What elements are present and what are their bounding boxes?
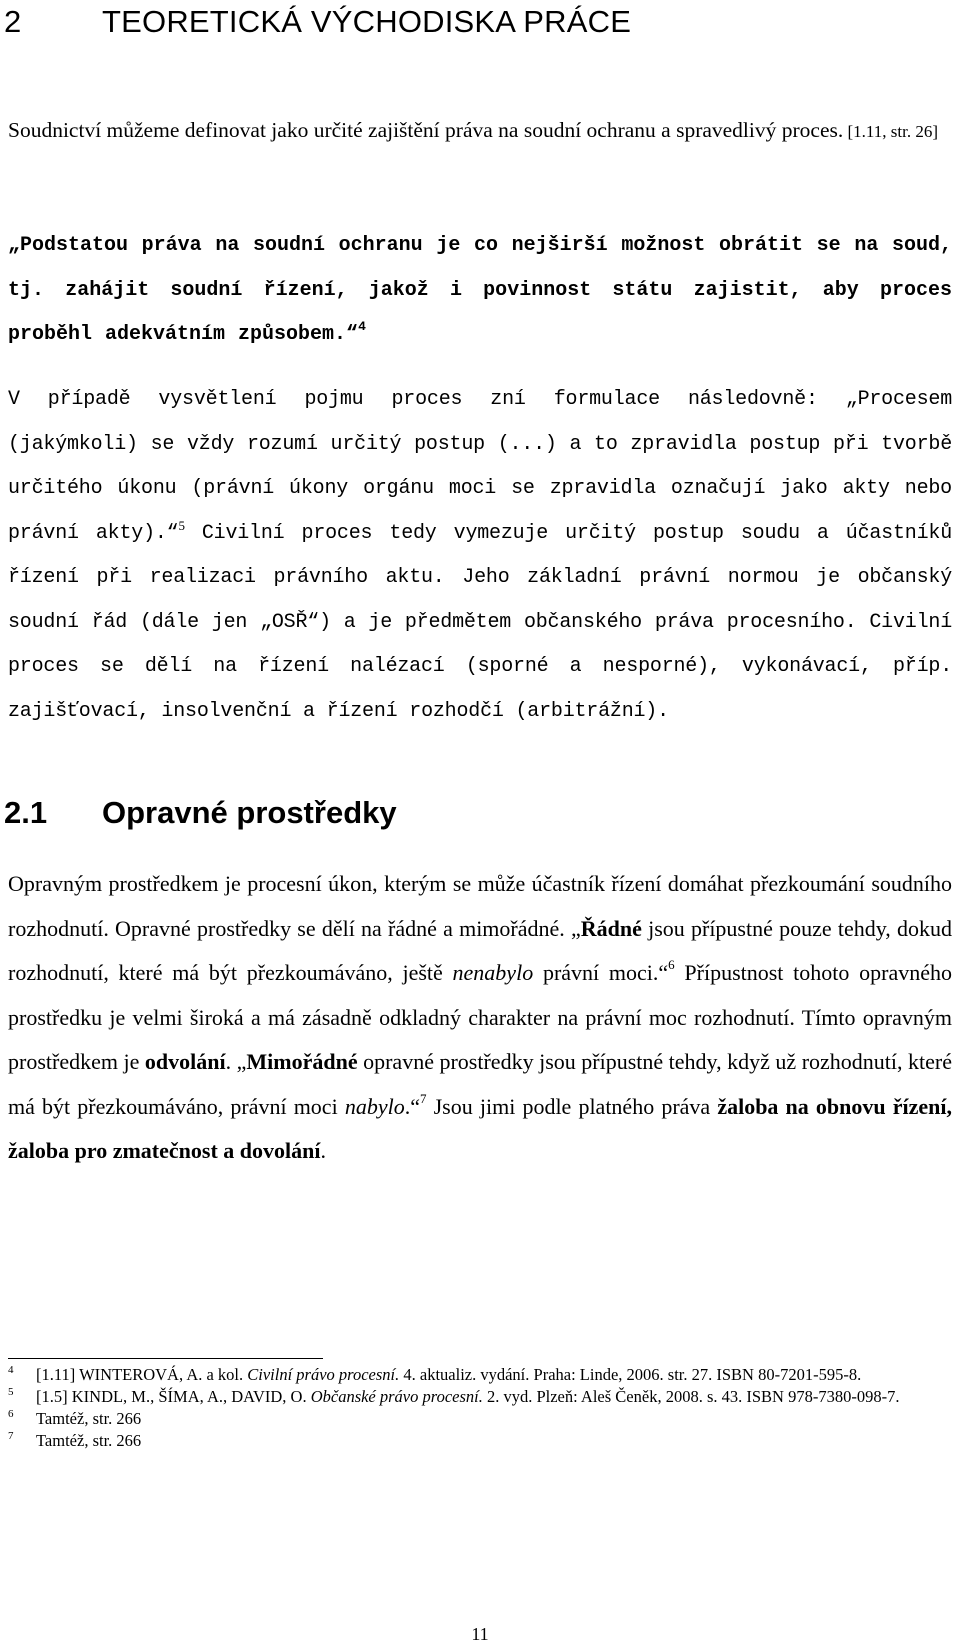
page-number: 11 — [471, 1624, 489, 1644]
term-odvolani: odvolání — [144, 1049, 226, 1074]
remedies-text-1: Opravným prostředkem je procesní úkon, kterým se může účastník řízení domáhat přezkoumání soudního rozhodnutí. Opravné prostředky se dělí na řádné a mimořádné. „ — [8, 871, 952, 941]
section-heading — [4, 795, 948, 831]
remedies-paragraph — [8, 862, 952, 1174]
chapter-number: 2 — [4, 4, 22, 39]
section-title: Opravné prostředky — [102, 795, 397, 830]
footnote-text: Tamtéž, str. 266 — [36, 1431, 142, 1450]
remedies-text-9: . — [320, 1138, 326, 1163]
footnote-number: 4 — [8, 1364, 14, 1376]
intro-citation: [1.11, str. 26] — [843, 122, 939, 141]
remedies-text-4: Přípustnost tohoto opravného prostředku je velmi široká a má zásadně odkladný charakter na právní moc rozhodnutí. Tímto opravným prostředkem je — [8, 960, 952, 1074]
remedies-text-7: .“ — [404, 1093, 420, 1119]
footnote-ref-4: 4 — [358, 319, 366, 334]
quote-paragraph — [8, 224, 952, 358]
footnote-number: 6 — [8, 1408, 14, 1420]
footnote-ref-5: 5 — [178, 517, 185, 533]
term-zaloby: žaloba na obnovu řízení, žaloba pro zmatečnost a dovolání — [8, 1093, 953, 1163]
quote-text: „Podstatou práva na soudní ochranu je co nejširší možnost obrátit se na soud, tj. zahájit soudní řízení, jakož i povinnost státu zajistit, aby proces proběhl adekvátním způsobem.“ — [8, 234, 952, 346]
footnote-ref-6: 6 — [668, 957, 675, 972]
term-nenabylo: nenabylo — [452, 960, 534, 985]
term-radne: Řádné — [580, 915, 642, 941]
remedies-text-6: opravné prostředky jsou přípustné tehdy, když už rozhodnutí, které má být přezkoumáváno, právní moci — [8, 1049, 953, 1119]
chapter-title: TEORETICKÁ VÝCHODISKA PRÁCE — [102, 4, 632, 39]
footnote-item — [8, 1430, 952, 1452]
footnote-text: Tamtéž, str. 266 — [36, 1409, 142, 1428]
footnote-text: [1.11] WINTEROVÁ, A. a kol. — [36, 1365, 248, 1384]
chapter-heading — [4, 4, 948, 40]
term-nabylo: nabylo — [344, 1093, 405, 1119]
process-paragraph — [8, 378, 952, 734]
footnote-number: 7 — [8, 1430, 14, 1442]
footnote-title: Civilní právo procesní. — [247, 1365, 400, 1384]
term-mimoradne: Mimořádné — [246, 1049, 358, 1074]
footnote-text: 2. vyd. Plzeň: Aleš Čeněk, 2008. s. 43. ISBN 978-7380-098-7. — [482, 1387, 900, 1406]
remedies-text-5: . „ — [225, 1049, 247, 1074]
footnote-number: 5 — [8, 1386, 14, 1398]
footnote-text: [1.5] KINDL, M., ŠÍMA, A., DAVID, O. — [36, 1387, 311, 1406]
remedies-text-3: právní moci.“ — [533, 960, 669, 985]
footnote-item — [8, 1386, 952, 1408]
footnote-ref-7: 7 — [419, 1090, 427, 1106]
footnote-title: Občanské právo procesní. — [310, 1387, 483, 1406]
section-number: 2.1 — [4, 795, 48, 830]
process-text-1: V případě vysvětlení pojmu proces zní formulace následovně: „Procesem (jakýmkoli) se vždy rozumí určitý postup (...) a to zpravidla postup při tvorbě určitého úkonu (právní úkony orgánu moci se zpravidla označují jako akty nebo právní akty).“ — [8, 388, 952, 545]
process-text-2: Civilní proces tedy vymezuje určitý postup soudu a účastníků řízení při realizaci právního aktu. Jeho základní právní normou je občanský soudní řád (dále jen „OSŘ“) a je předmětem občanského práva procesního. Civilní proces se dělí na řízení nalézací (sporné a nesporné), vykonávací, příp. zajišťovací, insolvenční a řízení rozhodčí (arbitrážní). — [8, 521, 952, 723]
intro-text: Soudnictví můžeme definovat jako určité zajištění práva na soudní ochranu a spravedlivý proces. — [8, 118, 844, 142]
footnote-item — [8, 1364, 952, 1386]
footnote-item — [8, 1408, 952, 1430]
intro-paragraph — [8, 108, 952, 155]
remedies-text-2: jsou přípustné pouze tehdy, dokud rozhodnutí, které má být přezkoumáváno, ještě — [8, 915, 953, 985]
remedies-text-8: Jsou jimi podle platného práva — [426, 1093, 718, 1119]
footnote-text: 4. aktualiz. vydání. Praha: Linde, 2006. str. 27. ISBN 80-7201-595-8. — [399, 1365, 862, 1384]
footnotes — [8, 1364, 952, 1452]
footnote-separator — [8, 1358, 323, 1359]
